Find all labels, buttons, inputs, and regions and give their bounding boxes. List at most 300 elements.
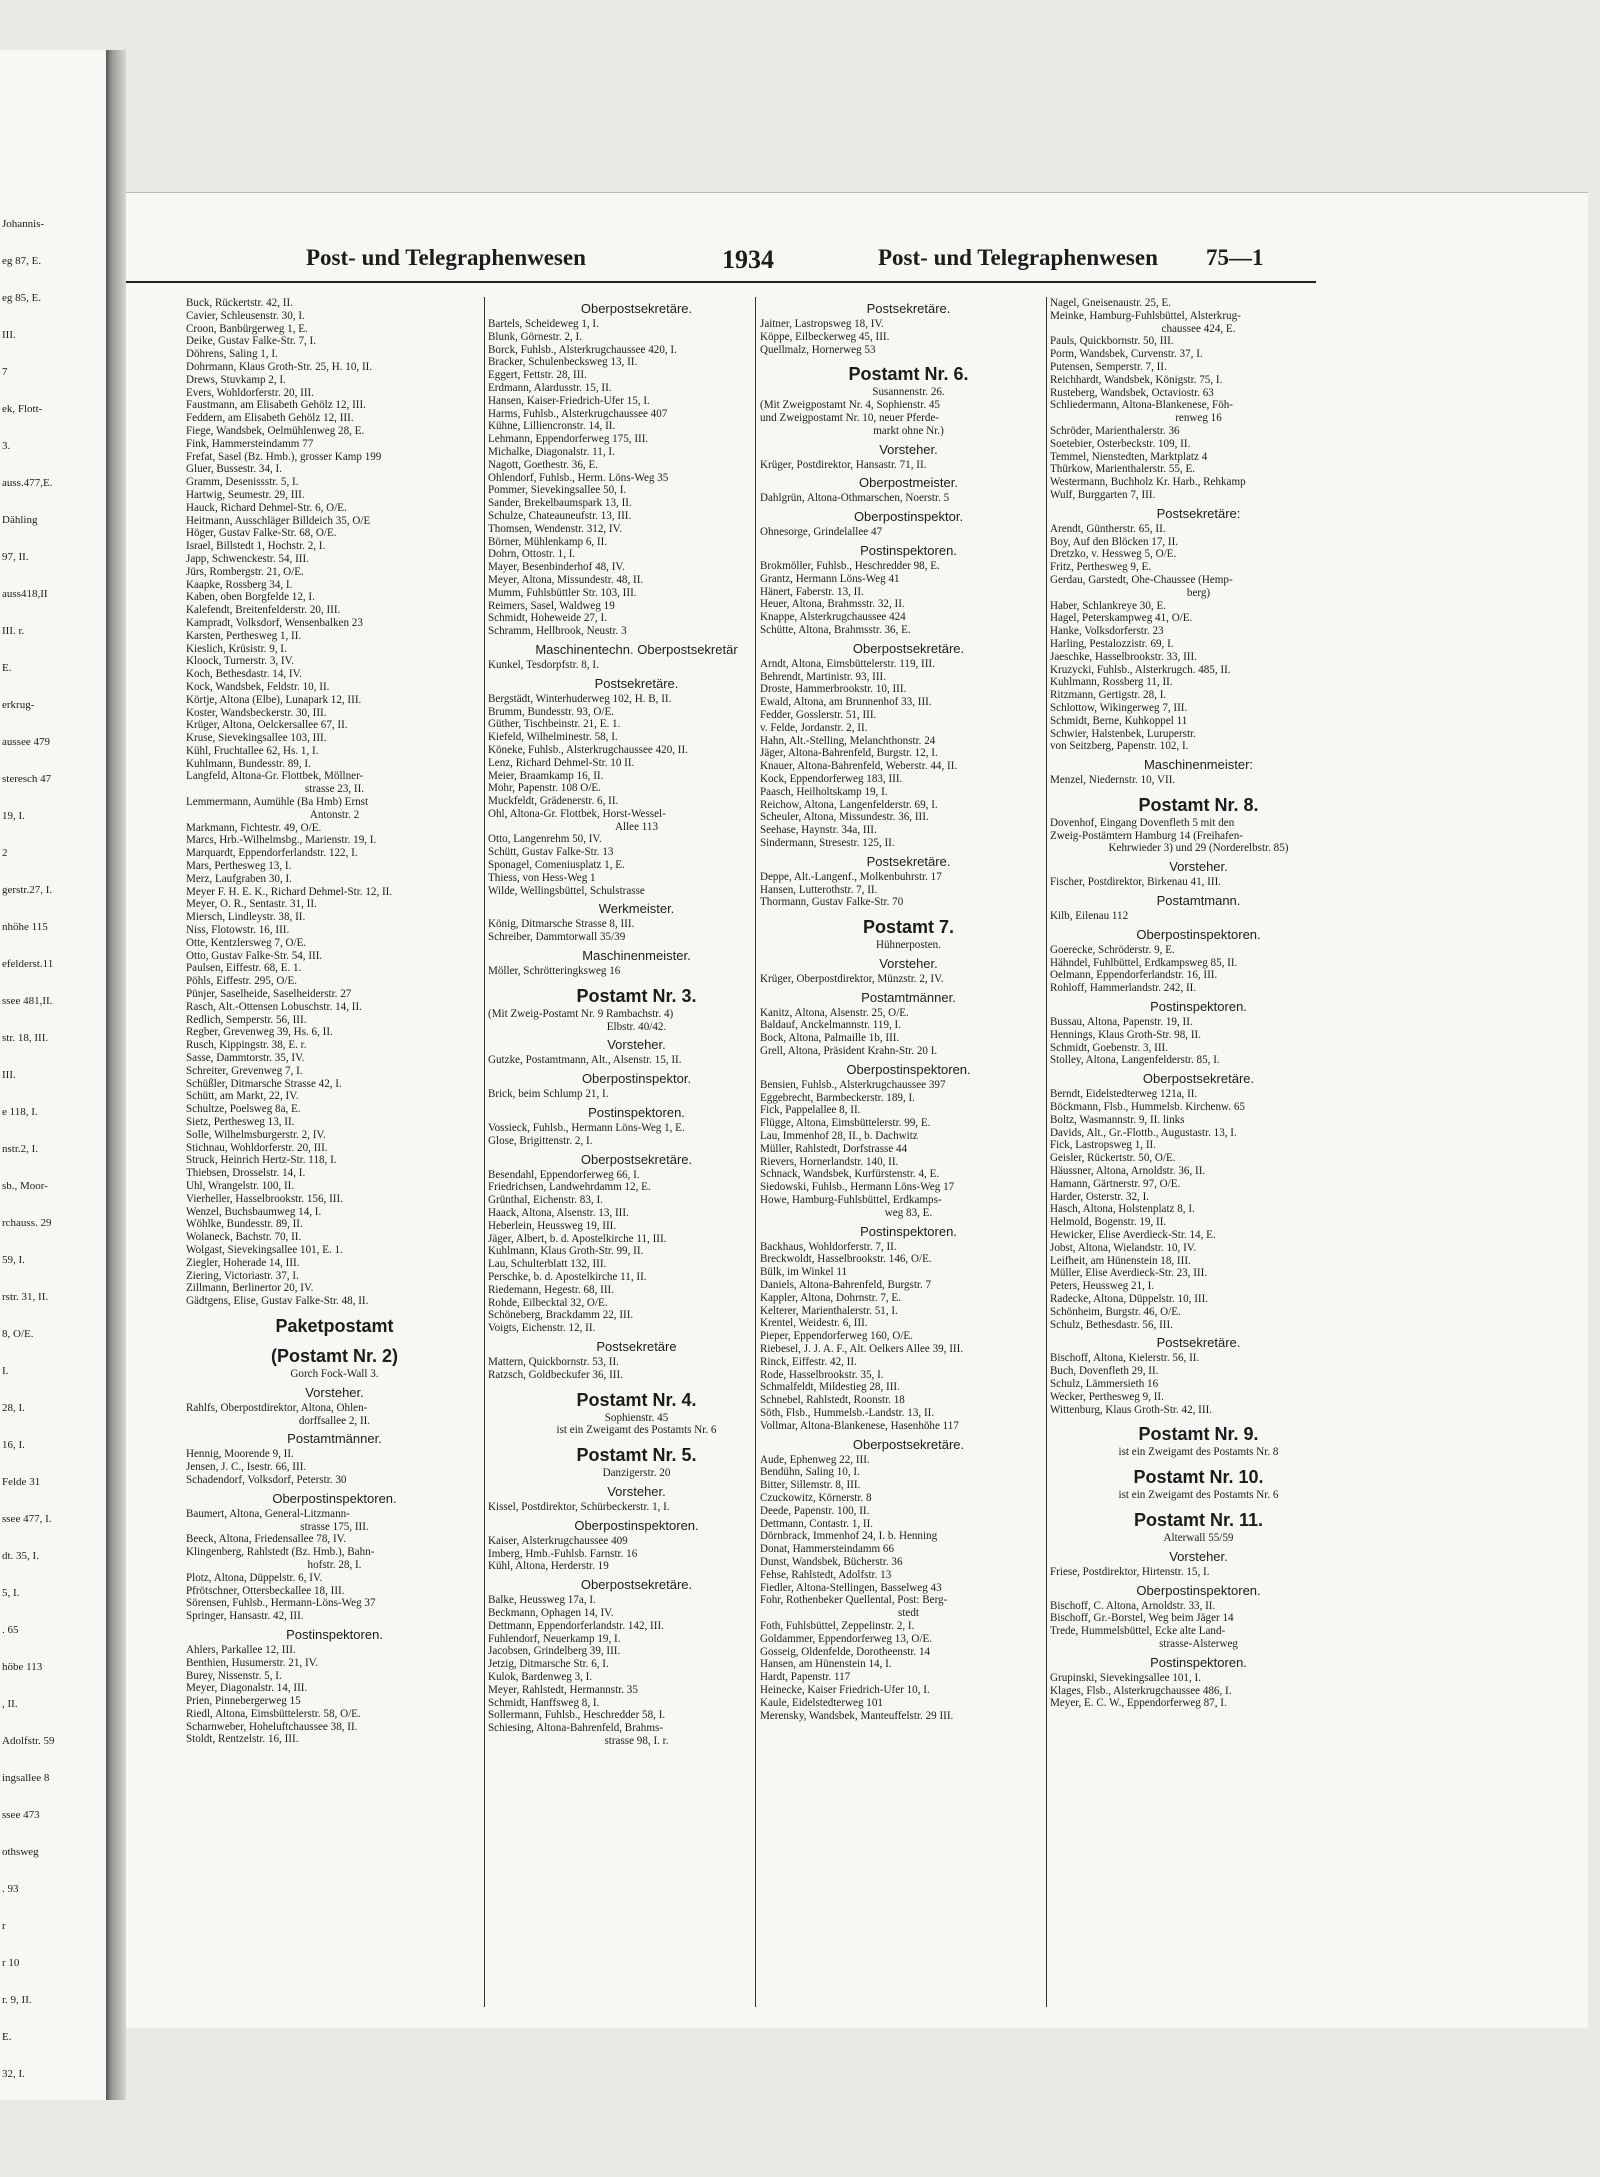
entry-line: Oelmann, Eppendorferlandstr. 16, III. [1050,969,1218,982]
left-page-fragment: str. 18, III. [2,1032,49,1044]
entry-line: Dörnbrack, Immenhof 24, I. b. Henning [760,1530,938,1543]
column-rule [484,297,485,2007]
entry-continuation: Allee 113 [614,820,659,833]
entry-line: Grell, Altona, Präsident Krahn-Str. 20 I. [760,1045,938,1058]
page-header [126,245,1316,283]
left-page-fragment: ssee 481,II. [2,995,53,1007]
entry-line: Hamann, Gärtnerstr. 97, O/E. [1050,1177,1181,1190]
left-page-fragment: 59, I. [2,1254,25,1266]
entry-line: Donat, Hammersteindamm 66 [760,1543,895,1556]
entry-line: Dunst, Wandsbek, Bücherstr. 36 [760,1555,903,1568]
entry-line: Schreiter, Grevenweg 7, I. [186,1064,303,1077]
entry-line: Dohrn, Ottostr. 1, I. [488,548,576,561]
entry-line: Bischoff, Gr.-Borstel, Weg beim Jäger 14 [1050,1612,1234,1625]
entry-line: Fuhlendorf, Neuerkamp 19, I. [488,1632,621,1645]
entry-line: Schöneberg, Brackdamm 22, III. [488,1309,634,1322]
column-3 [760,297,1057,2013]
entry-line: Schüßler, Ditmarsche Strasse 42, I. [186,1077,342,1090]
entry-line: Siedowski, Fuhlsb., Hermann Löns-Weg 17 [760,1181,955,1194]
entry-continuation: hofstr. 28, I. [307,1558,362,1571]
entry-line: Merz, Laufgraben 30, I. [186,872,292,885]
left-page-fragment: e 118, I. [2,1106,38,1118]
section-heading: Postsekretäre: [1156,505,1241,521]
entry-line: Riedemann, Hegestr. 68, III. [488,1283,615,1296]
entry-line: Wolaneck, Bachstr. 70, II. [186,1231,302,1244]
entry-line: Schönheim, Burgstr. 46, O/E. [1050,1305,1181,1318]
entry-line: Regber, Grevenweg 39, Hs. 6, II. [186,1026,333,1039]
entry-continuation: strasse 23, II. [304,783,365,796]
entry-line: Lenz, Richard Dehmel-Str. 10 II. [488,756,635,769]
entry-line: Kaben, oben Borgfelde 12, I. [186,591,315,604]
entry-line: Porm, Wandsbek, Curvenstr. 37, I. [1050,348,1203,361]
entry-line: Behrendt, Martinistr. 93, III. [760,670,887,683]
entry-continuation: weg 83, E. [884,1206,933,1219]
entry-line: Kaule, Eidelstedterweg 101 [760,1696,883,1709]
entry-line: Schultze, Poelsweg 8a, E. [186,1103,301,1116]
entry-line: Pfrötschner, Ottersbeckallee 18, III. [186,1584,345,1597]
left-page-fragment: I. [2,1365,9,1377]
entry-line: Stoldt, Rentzelstr. 16, III. [186,1733,299,1746]
entry-line: Körtje, Altona (Elbe), Lunapark 12, III. [186,693,362,706]
left-page-fragment: 19, I. [2,810,25,822]
entry-line: Hagel, Peterskampweg 41, O/E. [1050,612,1193,625]
entry-line: von Seitzberg, Papenstr. 102, I. [1050,740,1189,753]
entry-line: Meinke, Hamburg-Fuhlsbüttel, Alsterkrug- [1050,309,1241,322]
entry-line: Goldammer, Eppendorferweg 13, O/E. [760,1632,933,1645]
entry-line: Sietz, Perthesweg 13, II. [186,1116,295,1128]
section-heading: Postinspektoren. [1150,1654,1247,1670]
entry-line: Meyer F. H. E. K., Richard Dehmel-Str. 12, II. [186,885,393,898]
entry-line: Böckmann, Flsb., Hummelsb. Kirchenw. 65 [1050,1101,1245,1114]
entry-line: Grünthal, Eichenstr. 83, I. [488,1194,603,1207]
section-heading: Postinspektoren. [860,1223,957,1239]
entry-line: Friedrichsen, Landwehrdamm 12, E. [488,1181,651,1194]
entry-line: Fiege, Wandsbek, Oelmühlenweg 28, E. [186,424,365,437]
section-heading: Oberpostsekretäre. [852,640,965,656]
section-heading: Vorsteher. [879,441,938,457]
entry-line: (Mit Zweigpostamt Nr. 4, Sophienstr. 45 [760,399,940,412]
entry-line: Ziering, Victoriastr. 37, I. [186,1269,299,1282]
left-page-fragment: . 93 [2,1883,19,1895]
entry-line: König, Ditmarsche Strasse 8, III. [488,918,635,931]
left-page-fragment: , II. [2,1698,18,1710]
office-heading: Paketpostamt [275,1315,394,1336]
entry-line: Hartwig, Seumestr. 29, III. [186,488,305,501]
entry-line: Fohr, Rothenbeker Quellental, Post: Berg- [760,1594,948,1607]
entry-line: Otto, Langenrehm 50, IV. [488,833,602,846]
entry-line: Kühne, Lilliencronstr. 14, II. [488,420,616,433]
entry-line: Kieslich, Krüsistr. 9, I. [186,642,287,655]
entry-line: Schlottow, Wikingerweg 7, III. [1050,701,1188,714]
entry-line: Schnebel, Rahlstedt, Roonstr. 18 [760,1394,905,1407]
entry-line: Koster, Wandsbeckerstr. 30, III. [186,706,327,719]
left-page-fragment: nhöhe 115 [2,921,48,933]
entry-line: Putensen, Semperstr. 7, II. [1050,360,1167,373]
entry-line: Koch, Bethesdastr. 14, IV. [186,668,302,681]
entry-line: Kloock, Turnerstr. 3, IV. [186,655,294,668]
entry-continuation: ist ein Zweigamt des Postamts Nr. 8 [1118,1446,1279,1459]
entry-line: Benthien, Husumerstr. 21, IV. [186,1656,318,1669]
entry-line: Ahlers, Parkallee 12, III. [186,1643,296,1656]
entry-line: Foth, Fuhlsbüttel, Zeppelinstr. 2, I. [760,1619,915,1632]
entry-line: Döhrens, Saling 1, I. [186,348,278,361]
section-heading: Postinspektoren. [588,1105,685,1121]
entry-line: Gosseig, Oldenfelde, Dorotheenstr. 14 [760,1645,931,1658]
entry-line: Boy, Auf den Blöcken 17, II. [1050,535,1179,548]
entry-line: Wenzel, Buchsbaumweg 14, I. [186,1205,322,1218]
entry-line: Balke, Heussweg 17a, I. [488,1594,596,1607]
entry-line: Berndt, Eidelstedterweg 121a, II. [1050,1088,1198,1101]
entry-continuation: Antonstr. 2 [309,808,360,821]
entry-line: Hanke, Volksdorferstr. 23 [1050,625,1164,638]
entry-line: Fedder, Gosslerstr. 51, III. [760,708,877,721]
section-heading: Werkmeister. [598,901,675,917]
entry-line: Japp, Schwenckestr. 54, III. [186,552,309,565]
entry-line: Mayer, Besenbinderhof 48, IV. [488,561,625,574]
left-page-fragment: 7 [2,366,8,378]
entry-line: Buch, Dovenfleth 29, II. [1050,1365,1159,1378]
entry-line: Backhaus, Wohldorferstr. 7, II. [760,1240,897,1253]
entry-line: Schmalfeldt, Mildestieg 28, III. [760,1381,900,1394]
entry-line: Klages, Flsb., Alsterkrugchaussee 486, I. [1050,1684,1232,1697]
entry-line: Sindermann, Stresestr. 125, II. [760,836,895,849]
entry-line: Ritzmann, Gertigstr. 28, I. [1050,689,1167,702]
header-title-left: Post- und Telegraphenwesen [306,245,586,270]
entry-line: Krüger, Altona, Oelckersallee 67, II. [186,719,348,732]
left-page-fragment: auss418,II [2,588,48,600]
entry-line: v. Felde, Jordanstr. 2, II. [760,721,868,734]
entry-continuation: ist ein Zweigamt des Postamts Nr. 6 [556,1424,717,1437]
entry-line: Muckfeldt, Grädenerstr. 6, II. [488,795,619,808]
section-heading: Maschinenmeister. [582,948,691,964]
entry-line: Temmel, Nienstedten, Marktplatz 4 [1050,450,1208,463]
entry-line: Deike, Gustav Falke-Str. 7, I. [186,335,317,348]
entry-line: Schröder, Marienthalerstr. 36 [1050,424,1180,437]
book-gutter [106,50,126,2100]
entry-line: Lehmann, Eppendorferweg 175, III. [488,433,649,446]
entry-line: Harms, Fuhlsb., Alsterkrugchaussee 407 [488,407,668,420]
entry-line: Ratzsch, Goldbeckufer 36, III. [488,1368,623,1381]
entry-line: Aude, Ephenweg 22, III. [760,1453,870,1466]
entry-line: Quellmalz, Hornerweg 53 [760,343,876,356]
entry-line: Meyer, E. C. W., Eppendorferweg 87, I. [1050,1697,1227,1710]
office-heading: Postamt 7. [862,917,955,938]
entry-line: Kühl, Fruchtallee 62, Hs. 1, I. [186,744,319,757]
entry-line: Dahlgrün, Altona-Othmarschen, Noerstr. 5 [760,492,950,505]
entry-line: Hansen, am Hünenstein 14, I. [760,1658,892,1671]
entry-line: Meyer, Rahlstedt, Hermannstr. 35 [488,1683,638,1696]
section-heading: Postamtmänner. [861,989,956,1005]
entry-line: Kaiser, Alsterkrugchaussee 409 [488,1534,628,1547]
entry-line: Stichnau, Wohldorferstr. 20, III. [186,1141,328,1154]
entry-line: Kuhlmann, Bundesstr. 89, I. [186,757,311,770]
entry-line: Dohrmann, Klaus Groth-Str. 25, H. 10, II. [186,360,373,373]
entry-line: Pommer, Sievekingsallee 50, I. [488,484,627,497]
section-heading: Postinspektoren. [286,1626,383,1642]
office-heading: Postamt Nr. 6. [848,364,969,385]
entry-line: Faustmann, am Elisabeth Gehölz 12, III. [186,399,366,412]
entry-line: Haber, Schlankreye 30, E. [1050,599,1166,612]
section-heading: Oberpostinspektor. [581,1071,692,1087]
entry-line: Bock, Altona, Palmaille 1b, III. [760,1032,900,1045]
section-heading: Vorsteher. [607,1483,666,1499]
entry-line: Nagel, Gneisenaustr. 25, E. [1050,297,1172,309]
entry-line: Güther, Tischbeinstr. 21, E. 1. [488,718,621,731]
entry-line: Schütt, am Markt, 22, IV. [186,1090,299,1103]
entry-line: Buck, Rückertstr. 42, II. [186,297,293,309]
left-page-fragment: steresch 47 [2,773,52,785]
left-page-fragment: Felde 31 [2,1476,41,1488]
section-heading: Oberpostsekretäre. [580,1577,693,1593]
entry-line: Gerdau, Garstedt, Ohe-Chaussee (Hemp- [1050,573,1233,586]
entry-line: Michalke, Diagonalstr. 11, I. [488,445,615,458]
office-heading: Postamt Nr. 9. [1138,1424,1259,1445]
entry-line: Rinck, Eiffestr. 42, II. [760,1355,857,1368]
entry-line: Czuckowitz, Körnerstr. 8 [760,1491,872,1504]
left-page-fragment: erkrug- [2,699,35,711]
entry-line: Zillmann, Berlinertor 20, IV. [186,1282,314,1295]
entry-line: Arndt, Altona, Eimsbüttelerstr. 119, III. [760,657,935,670]
entry-line: Kock, Eppendorferweg 183, III. [760,772,903,785]
entry-line: Nagott, Goethestr. 36, E. [488,458,598,471]
entry-line: Schmidt, Hoheweide 27, I. [488,612,607,625]
entry-continuation: dorffsallee 2, II. [298,1414,371,1427]
left-page-fragment: 32, I. [2,2068,25,2080]
entry-line: Schmidt, Goebenstr. 3, III. [1050,1041,1169,1054]
entry-line: Paulsen, Eiffestr. 68, E. 1. [186,962,302,975]
left-page-fragment: r [2,1920,6,1932]
entry-line: Besendahl, Eppendorferweg 66, I. [488,1168,640,1181]
entry-line: Heuer, Altona, Brahmsstr. 32, II. [760,598,905,611]
left-page-fragment: ssee 477, I. [2,1513,52,1525]
entry-line: Thiebsen, Drosselstr. 14, I. [186,1167,306,1180]
entry-line: Dettmann, Eppendorferlandstr. 142, III. [488,1619,664,1632]
section-heading: Oberpostsekretäre. [852,1436,965,1452]
entry-line: Vossieck, Fuhlsb., Hermann Löns-Weg 1, E. [488,1122,685,1135]
section-heading: Vorsteher. [1169,859,1228,875]
entry-line: Krentel, Weidestr. 6, III. [760,1317,868,1330]
entry-line: Solle, Wilhelmsburgerstr. 2, IV. [186,1128,326,1141]
entry-line: Feddern, am Elisabeth Gehölz 12, III. [186,412,354,425]
entry-line: Bendühn, Saling 10, I. [760,1466,860,1479]
entry-line: Baldauf, Anckelmannstr. 119, I. [760,1019,902,1032]
entry-line: Höger, Gustav Falke-Str. 68, O/E. [186,527,337,540]
entry-line: Kissel, Postdirektor, Schürbeckerstr. 1, I. [488,1500,670,1513]
section-heading: Oberpostinspektoren. [272,1490,397,1506]
header-title-right: Post- und Telegraphenwesen [878,245,1158,270]
entry-line: Rievers, Hornerlandstr. 140, II. [760,1155,899,1168]
left-page-fragment: höbe 113 [2,1661,43,1673]
entry-line: Bitter, Sillemstr. 8, III. [760,1479,861,1492]
section-heading: Oberpostmeister. [859,475,958,491]
entry-line: Heitmann, Ausschläger Billdeich 35, O/E [186,514,371,527]
entry-line: Goerecke, Schröderstr. 9, E. [1050,943,1175,956]
entry-line: Miersch, Lindleystr. 38, II. [186,911,306,924]
entry-line: Schulz, Lämmersieth 16 [1050,1377,1159,1390]
entry-line: Schwier, Halstenbek, Luruperstr. [1050,727,1196,740]
entry-line: Reimers, Sasel, Waldweg 19 [488,599,615,612]
entry-line: Jäger, Altona-Bahrenfeld, Burgstr. 12, I. [760,747,938,760]
left-page-fragment: r 10 [2,1957,20,1969]
entry-line: Reichhardt, Wandsbek, Königstr. 75, I. [1050,373,1223,386]
entry-line: Soetebier, Osterbeckstr. 109, II. [1050,437,1191,450]
section-heading: Postinspektoren. [860,542,957,558]
left-page-fragment: 3. [2,440,11,452]
entry-line: Häussner, Altona, Arnoldstr. 36, II. [1050,1165,1206,1178]
column-4 [1050,297,1347,2013]
entry-line: Lau, Schulterblatt 132, III. [488,1258,607,1271]
entry-line: Riedl, Altona, Eimsbüttelerstr. 58, O/E. [186,1707,361,1720]
entry-line: Meyer, Diagonalstr. 14, III. [186,1682,308,1695]
entry-continuation: markt ohne Nr.) [873,424,944,437]
section-heading: Postsekretäre. [1156,1335,1241,1351]
entry-line: Gädtgens, Elise, Gustav Falke-Str. 48, II. [186,1295,369,1308]
entry-line: Deede, Papenstr. 100, II. [760,1504,870,1517]
entry-line: Sasse, Dammtorstr. 35, IV. [186,1052,305,1065]
entry-line: Söth, Flsb., Hummelsb.-Landstr. 13, II. [760,1407,935,1419]
entry-line: Harling, Pestalozzistr. 69, I. [1050,637,1174,650]
entry-line: Rahlfs, Oberpostdirektor, Altona, Ohlen- [186,1401,368,1414]
entry-line: Sponagel, Comeniusplatz 1, E. [488,859,625,872]
entry-line: Fiedler, Altona-Stellingen, Basselweg 43 [760,1581,942,1594]
entry-line: Kühl, Altona, Herderstr. 19 [488,1560,609,1573]
entry-line: Trede, Hummelsbüttel, Ecke alte Land- [1050,1625,1226,1638]
left-page-fragment: III. [2,1069,16,1081]
entry-line: Zweig-Postämtern Hamburg 14 (Freihafen- [1050,829,1243,842]
entry-line: Plotz, Altona, Düppelstr. 6, IV. [186,1571,323,1584]
office-heading: Postamt Nr. 5. [576,1445,697,1466]
entry-line: Pünjer, Saselheide, Saselheiderstr. 27 [186,988,352,1001]
section-heading: Maschinenmeister: [1143,757,1254,773]
entry-line: Schmidt, Berne, Kuhkoppel 11 [1050,714,1188,727]
entry-line: Brick, beim Schlump 21, I. [488,1088,609,1101]
entry-line: Frefat, Sasel (Bz. Hmb.), grosser Kamp 199 [186,450,382,463]
entry-line: Droste, Hammerbrookstr. 10, III. [760,683,907,696]
entry-line: Hewicker, Elise Averdieck-Str. 14, E. [1050,1229,1216,1242]
entry-line: Leifheit, am Hünenstein 18, III. [1050,1254,1191,1267]
entry-line: Westermann, Buchholz Kr. Harb., Rehkamp [1050,476,1246,489]
entry-line: Boltz, Wasmannstr. 9, II. links [1050,1113,1185,1126]
left-page-fragment: rstr. 31, II. [2,1291,49,1303]
entry-line: Vierheller, Hasselbrookstr. 156, III. [186,1192,343,1205]
entry-line: Wilde, Wellingsbüttel, Schulstrasse [488,884,645,897]
entry-continuation: Elbstr. 40/42. [606,1020,667,1033]
entry-line: Schreiber, Dammtorwall 35/39 [488,931,626,944]
entry-line: Thürkow, Marienthalerstr. 55, E. [1050,463,1196,476]
entry-line: Jaeschke, Hasselbrookstr. 33, III. [1050,650,1197,663]
entry-line: Harder, Osterstr. 32, I. [1050,1190,1150,1203]
entry-line: Beeck, Altona, Friedensallee 78, IV. [186,1533,346,1546]
entry-line: Jaitner, Lastropsweg 18, IV. [760,318,884,330]
entry-line: Kelterer, Marienthalerstr. 51, I. [760,1304,898,1317]
entry-line: Gluer, Bussestr. 34, I. [186,463,283,476]
left-page-fragment: Adolfstr. 59 [2,1735,55,1747]
entry-line: Radecke, Altona, Düppelstr. 10, III. [1050,1293,1209,1305]
entry-line: Scharnweber, Hoheluftchaussee 38, II. [186,1720,358,1733]
entry-line: Schramm, Hellbrook, Neustr. 3 [488,625,627,638]
left-page-fragment: 8, O/E. [2,1328,34,1340]
entry-line: Hansen, Lutterothstr. 7, II. [760,883,878,896]
entry-line: Köneke, Fuhlsb., Alsterkrugchaussee 420, II. [488,743,688,756]
entry-line: Möller, Schrötteringksweg 16 [488,965,621,978]
section-heading: Oberpostinspektoren. [574,1517,699,1533]
entry-line: Bülk, im Winkel 11 [760,1266,848,1279]
entry-line: Klingenberg, Rahlstedt (Bz. Hmb.), Bahn- [186,1546,375,1559]
entry-line: Sollermann, Fuhlsb., Heschredder 58, I. [488,1709,666,1722]
entry-line: Deppe, Alt.-Langenf., Molkenbuhrstr. 17 [760,870,942,883]
office-heading: Postamt Nr. 3. [576,985,697,1006]
left-page-fragment: E. [2,662,12,674]
left-page-fragment: othsweg [2,1846,39,1858]
entry-line: Heberlein, Heussweg 19, III. [488,1219,617,1232]
entry-continuation: Gorch Fock-Wall 3. [290,1367,379,1380]
entry-line: Schiesing, Altona-Bahrenfeld, Brahms- [488,1722,663,1735]
entry-line: Schmidt, Hanffsweg 8, I. [488,1696,600,1709]
entry-line: Burey, Nissenstr. 5, I. [186,1669,282,1682]
entry-line: Jäger, Albert, b. d. Apostelkirche 11, III. [488,1232,667,1245]
entry-line: Schütt, Gustav Falke-Str. 13 [488,846,614,859]
entry-continuation: Sophienstr. 45 [604,1411,669,1424]
column-1 [186,297,483,2013]
entry-line: Stolley, Altona, Langenfelderstr. 85, I. [1050,1054,1220,1067]
entry-line: Dovenhof, Eingang Dovenfleth 5 mit den [1050,816,1235,829]
section-heading: Oberpostinspektoren. [1136,1582,1261,1598]
entry-line: Fischer, Postdirektor, Birkenau 41, III. [1050,876,1222,889]
entry-line: Redlich, Semperstr. 56, III. [186,1013,307,1026]
entry-line: Kunkel, Tesdorpfstr. 8, I. [488,658,599,671]
entry-line: Fritz, Perthesweg 9, E. [1050,561,1152,574]
entry-line: Meier, Braamkamp 16, II. [488,769,604,782]
entry-line: Bensien, Fuhlsb., Alsterkrugchaussee 397 [760,1078,946,1091]
entry-line: Bischoff, C. Altona, Arnoldstr. 33, II. [1050,1599,1216,1612]
entry-line: Knappe, Alsterkrugchaussee 424 [760,611,906,624]
left-page-fragment: E. [2,2031,12,2043]
entry-line: Müller, Rahlstedt, Dorfstrasse 44 [760,1142,908,1155]
entry-continuation: Alterwall 55/59 [1163,1531,1234,1544]
left-page-fragment: eg 87, E. [2,255,42,267]
entry-line: Haack, Altona, Alsenstr. 13, III. [488,1207,629,1220]
entry-line: Riebesel, J. J. A. F., Alt. Oelkers Allee 39, III. [760,1343,964,1356]
entry-line: Drews, Stuvkamp 2, I. [186,373,286,386]
entry-line: Schadendorf, Volksdorf, Peterstr. 30 [186,1473,347,1486]
entry-line: Eggebrecht, Barmbeckerstr. 189, I. [760,1091,915,1104]
entry-line: Kanitz, Altona, Alsenstr. 25, O/E. [760,1006,909,1019]
entry-line: Ziegler, Hoherade 14, III. [186,1256,300,1269]
entry-continuation: strasse 175, III. [300,1520,369,1533]
entry-line: Kruzycki, Fuhlsb., Alsterkrugch. 485, II. [1050,663,1231,676]
entry-line: Hennings, Klaus Groth-Str. 98, II. [1050,1028,1201,1041]
entry-line: Bartels, Scheideweg 1, I. [488,318,599,330]
entry-line: Daniels, Altona-Bahrenfeld, Burgstr. 7 [760,1279,932,1292]
entry-line: Jensen, J. C., Isestr. 66, III. [186,1461,307,1474]
office-heading: Postamt Nr. 4. [576,1389,697,1410]
section-heading: Oberpostinspektor. [853,509,964,525]
entry-line: Blunk, Görnestr. 2, I. [488,330,582,343]
entry-line: Geisler, Rückertstr. 50, O/E. [1050,1152,1176,1165]
entry-line: Hardt, Papenstr. 117 [760,1671,851,1684]
left-page-fragment: efelderst.11 [2,958,54,970]
section-heading: Vorsteher. [305,1384,364,1400]
left-page-fragment: Johannis- [2,218,45,230]
left-page-fragment: 5, I. [2,1587,20,1599]
entry-line: und Zweigpostamt Nr. 10, neuer Pferde- [760,411,939,424]
entry-line: Voigts, Eichenstr. 12, II. [488,1322,596,1335]
entry-line: Fick, Pappelallee 8, II. [760,1104,861,1117]
entry-line: Hennig, Moorende 9, II. [186,1448,294,1461]
entry-line: Ohl, Altona-Gr. Flottbek, Horst-Wessel- [488,807,666,820]
entry-line: Markmann, Fichtestr. 49, O/E. [186,821,322,834]
entry-line: Fick, Lastropsweg 1, II. [1050,1139,1156,1152]
